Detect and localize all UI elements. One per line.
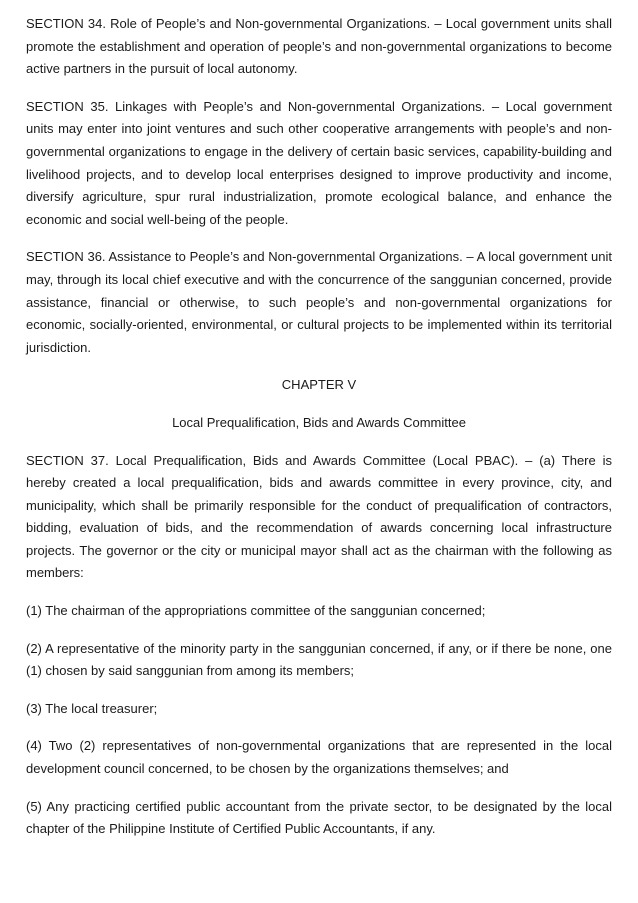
section-37-paragraph: SECTION 37. Local Prequalification, Bids and Awards Committee (Local PBAC). – (a) There is hereby created a local prequalification, bids and awards committee in every province, city, and municipality, which shall be primarily responsible for the conduct of prequalification of contractors, bidding, evaluation of bids, and the recommendation of awards concerning local infrastructure projects. The governor or the city or municipal mayor shall act as the chairman with the following as members:	[26, 452, 612, 581]
section-34-paragraph: SECTION 34. Role of People’s and Non-governmental Organizations. – Local government units shall promote the establishment and operation of people’s and non-governmental organizations to become active partners in the pursuit of local autonomy.	[26, 16, 612, 77]
member-item-5: (5) Any practicing certified public accountant from the private sector, to be designated by the local chapter of the Philippine Institute of Certified Public Accountants, if any.	[26, 798, 612, 837]
section-36-paragraph: SECTION 36. Assistance to People’s and Non-governmental Organizations. – A local government unit may, through its local chief executive and with the concurrence of the sanggunian concerned, provide assistance, financial or otherwise, to such people’s and non-governmental organizations for economic, socially-oriented, environmental, or cultural projects to be implemented within its territorial jurisdiction.	[26, 249, 612, 355]
member-item-2: (2) A representative of the minority party in the sanggunian concerned, if any, or if there be none, one (1) chosen by said sanggunian from among its members;	[26, 640, 612, 679]
chapter-title: Local Prequalification, Bids and Awards Committee	[172, 414, 466, 430]
section-35-paragraph: SECTION 35. Linkages with People’s and Non-governmental Organizations. – Local government units may enter into joint ventures and such other cooperative arrangements with people’s and non-governmental organizations to engage in the delivery of certain basic services, capability-building and livelihood projects, and to develop local enterprises designed to improve productivity and income, diversify agriculture, spur rural industrialization, promote ecological balance, and enhance the economic and social well-being of the people.	[26, 98, 612, 227]
member-item-4: (4) Two (2) representatives of non-governmental organizations that are represented in the local development council concerned, to be chosen by the organizations themselves; and	[26, 738, 612, 777]
member-item-3: (3) The local treasurer;	[26, 700, 158, 716]
member-item-1: (1) The chairman of the appropriations committee of the sanggunian concerned;	[26, 603, 486, 619]
chapter-heading: CHAPTER V	[281, 377, 357, 393]
document-page	[26, 13, 612, 856]
